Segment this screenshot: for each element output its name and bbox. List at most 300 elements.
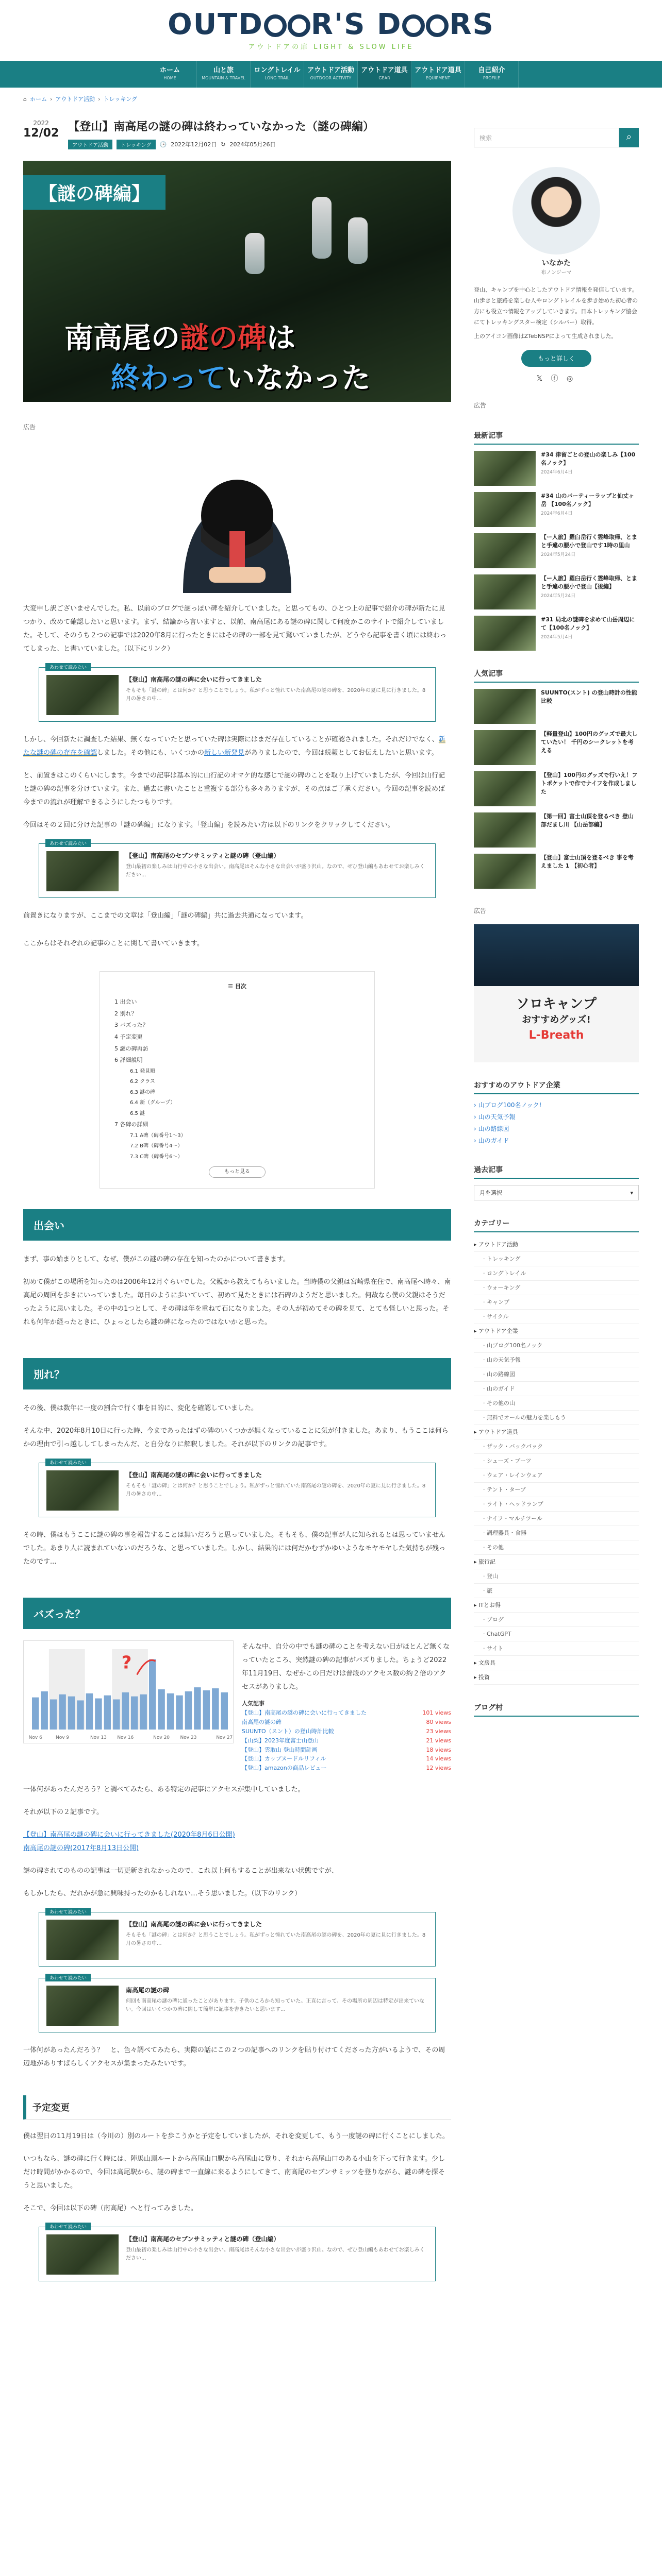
nav-item-label: アウトドア道具 (361, 66, 408, 74)
widget-title-ad2: 広告 (474, 907, 487, 915)
toc-item[interactable]: 5 謎の碑再訪 (114, 1045, 148, 1052)
preview-item[interactable] (242, 1755, 451, 1763)
category-item[interactable]: ▸ アウトドア活動 (474, 1238, 639, 1252)
related-card[interactable] (39, 1463, 436, 1517)
post-thumbnail (474, 451, 536, 486)
paragraph: いつもなら、謎の碑に行く時には、陣馬山頂ルートから高尾山口駅から高尾山に登り、それから高尾山口のある小山を下って行きます。少しだけ時間がかかるので、今回は高尾駅から、謎の碑まで一直線に来るようにしてきて、南高尾のセブンサミッツを登りながら、謎の碑を探そうと思いました。 (23, 2155, 445, 2190)
post-title: 【登山】南高尾の謎の碑は終わっていなかった（謎の碑編） (68, 121, 375, 133)
chart-bar (122, 1692, 129, 1730)
toc-title (114, 981, 360, 993)
ad-line-2: おすすめグッズ! (522, 1014, 591, 1026)
category-item[interactable]: · 旅 (474, 1584, 639, 1598)
paragraph: それが以下の２記事です。 (23, 1808, 103, 1817)
ad-image (474, 924, 639, 986)
nav-item-sub: PROFILE (483, 76, 501, 80)
paragraph: 一体何があったんだろう？ と、色々調べてみたら、実際の話にこの２つの記事へのリンクを貼り付けてくださった方がいるようで、その周辺地がありすばらしくアクセスが集まったみたいです。 (23, 2046, 445, 2068)
card-desc: そもそも「謎の碑」とは何か？と思うことでしょう。私がずっと憧れていた南高尾の謎の碑を、2020年の夏に見に行きました。8月の暑さの中... (126, 687, 426, 702)
category-item[interactable]: · トレッキング (474, 1252, 639, 1266)
category-item[interactable]: ▸ 投資 (474, 1670, 639, 1685)
category-item[interactable]: ▸ 旅行記 (474, 1555, 639, 1569)
stone-image (245, 233, 264, 274)
post-title[interactable]: 【ー人旅】羅臼岳行く霊峰取帰、とまと手違の腰小で登山【後編】 (541, 575, 637, 590)
post-thumbnail (474, 771, 536, 806)
preview-item-count: 101 views (422, 1709, 451, 1717)
widget-title-recent: 最新記事 (474, 430, 639, 445)
toc-title-text: 目次 (235, 982, 246, 990)
category-item[interactable]: · ウォーキング (474, 1281, 639, 1295)
nav-item-6[interactable] (465, 61, 519, 88)
paragraph: 一体何があったんだろう？と調べてみたら、ある特定の記事にアクセスが集中していました。 (23, 1786, 305, 1794)
chart-bar (68, 1697, 75, 1730)
paragraph: まず、事の始まりとして、なぜ、僕がこの謎の碑の存在を知ったのかについて書きます。 (23, 1256, 290, 1264)
hero-text: は (267, 321, 295, 355)
recent-posts (474, 451, 639, 651)
post-header (23, 120, 451, 149)
post-item[interactable] (474, 771, 639, 806)
ad-brand: L-Breath (528, 1029, 584, 1042)
post-item[interactable] (474, 689, 639, 724)
card-thumbnail (46, 851, 119, 891)
archive-select[interactable] (474, 1185, 639, 1200)
paragraph: もしかしたら、だれかが急に興味持ったのかもしれない…そう思いました。（以下のリンク） (23, 1890, 302, 1898)
category-item[interactable]: · キャンプ (474, 1295, 639, 1310)
post-date: 2024年6月4日 (541, 470, 573, 476)
text: しました。その他にも、いくつかの (97, 749, 205, 757)
chart-bar (221, 1692, 228, 1730)
tag-subcategory[interactable]: トレッキング (117, 140, 156, 149)
profile-widget (474, 167, 639, 383)
card-title[interactable]: 【登山】南高尾の謎の碑に会いに行ってきました (126, 1921, 262, 1928)
social-icons[interactable]: 𝕏 ⓕ ◎ (536, 375, 576, 383)
popular-widget-preview (242, 1699, 451, 1772)
post-thumbnail (474, 616, 536, 651)
preview-item-count: 21 views (426, 1737, 451, 1744)
card-thumbnail (46, 1986, 119, 2026)
paragraph: そんな中、自分の中でも謎の碑のことを考えない日がほとんど無くなっていたところ、突然謎の碑の記事がバズりました。ちょうど2022年11月19日、なぜかこの日だけは普段のアクセス数の約２倍のアクセスがありました。 (242, 1643, 450, 1691)
paragraph: 大変申し訳ございませんでした。私、以前のブログで謎っぽい碑を紹介していました。と思ってもの、ひとつ上の記事で紹介の碑が新たに見つかり、改めて確認したいと思います。まず、結論から言いますと、以前、南高尾にある謎の碑に関して何度かこのサイトで紹介していました。そして、そのうち２つの記事では2020年8月に行ったときにはその碑の一部を見て驚いていましたが、どうやら記事を書く頃には終わってしまった、と書いていました。（以下にリンク） (23, 604, 446, 653)
nav-item-label: 山と旅 (213, 66, 234, 74)
nav-item-4[interactable] (358, 61, 411, 88)
chart-bar (167, 1693, 174, 1730)
card-title[interactable]: 【登山】南高尾の謎の碑に会いに行ってきました (126, 1471, 262, 1479)
chart-tick-label: Nov 16 (117, 1735, 134, 1741)
paragraph: と、前置きはこのくらいにします。今までの記事は基本的に山行記のオマケ的な感じで謎の碑のことを取り上げていましたが、今回は山行記と謎の碑の記事を分けています。また、過去に書いたことと重複する部分も多々ありますが、その点はご了承ください。今回の記事を読めば今までの流れが理解できるようにしたつもりです。 (23, 771, 445, 806)
post-thumbnail (474, 492, 536, 527)
nav-item-0[interactable] (143, 61, 197, 88)
ad-line-1: ソロキャンプ (516, 996, 597, 1012)
post-title[interactable]: #31 局北の謎碑を求めて山岳周辺にて【100名ノック】 (541, 616, 635, 632)
outdoor-link[interactable]: › 山の天気予報 (474, 1113, 516, 1121)
toc-subitem[interactable]: 7.2 B碑（碑番号4～） (130, 1143, 183, 1149)
breadcrumb-home[interactable]: ホーム (29, 96, 47, 103)
profile-desc: 登山、キャンプを中心としたアウトドア情報を発信しています。山歩きと旅路を楽しむ人やロングトレイルを歩き始めた初心者の方にも役立つ情報をアップしていきます。日本トレッキング協会にてトレッキングスター検定（シルバー）取得。 (474, 286, 638, 326)
chart-svg (24, 1641, 234, 1744)
chart-bar (113, 1700, 120, 1730)
preview-item-title[interactable]: SUUNTO（スント）の登山時計比較 (242, 1727, 334, 1735)
archive-select-value: 月を選択 (479, 1189, 502, 1196)
preview-item-count: 80 views (426, 1719, 451, 1726)
category-item[interactable]: · 調理器具・食器 (474, 1526, 639, 1540)
post-item[interactable] (474, 616, 639, 651)
paragraph: そこで、今回は以下の碑（南高尾）へと行ってみました。 (23, 2205, 197, 2213)
avatar (512, 167, 600, 255)
chart-bar (194, 1687, 201, 1730)
post-title[interactable]: 【第一回】富士山頂を登るべき 登山部だまし川 【山岳部編】 (541, 813, 634, 828)
chart-bar (212, 1688, 219, 1730)
post-title[interactable]: 【軽量登山】100円のグッズで最大していたい！ 千円のシークレットを考える (541, 731, 638, 754)
preview-list (242, 1709, 451, 1772)
nav-item-5[interactable] (411, 61, 465, 88)
post-item[interactable] (474, 812, 639, 848)
section-heading: 別れ？ (23, 1358, 451, 1389)
chart-tick-label: Nov 27 (216, 1735, 233, 1741)
chevron-right-icon: › (98, 95, 101, 103)
chart-bar (149, 1659, 156, 1730)
chart-bar (32, 1698, 39, 1730)
breadcrumb-current[interactable]: トレッキング (103, 96, 138, 103)
category-item[interactable]: · その他 (474, 1540, 639, 1555)
inline-link[interactable]: 【登山】南高尾の謎の碑に会いに行ってきました(2020年8月6日公開) (23, 1831, 235, 1839)
paragraph: 謎の碑されてのものの記事は一切更新されなかったので、これ以上何もすることが出来ない状態ですが、 (23, 1867, 338, 1875)
search-input[interactable]: 検索 (474, 128, 619, 147)
card-caption: あわせて読みたい (45, 2223, 91, 2230)
ad-banner[interactable] (474, 924, 639, 1062)
category-item[interactable]: · ウェア・レインウェア (474, 1468, 639, 1483)
category-item[interactable]: · ザック・バックパック (474, 1439, 639, 1454)
post-thumbnail (474, 812, 536, 848)
global-nav (0, 61, 662, 88)
hero-text-accent: 終わって (111, 361, 226, 395)
chart-tick-label: Nov 20 (153, 1735, 170, 1741)
card-title[interactable]: 【登山】南高尾の謎の碑に会いに行ってきました (126, 675, 262, 683)
post-title[interactable]: #34 津留ごとの登山の楽しみ【100名ノック】 (541, 451, 636, 467)
post-thumbnail (474, 574, 536, 609)
category-item[interactable]: ▸ ITとお得 (474, 1598, 639, 1613)
nav-item-sub: EQUIPMENT (425, 76, 451, 80)
hero-ribbon: 【謎の碑編】 (23, 175, 166, 210)
section-heading: バズった？ (23, 1598, 451, 1629)
category-item[interactable]: · シューズ・ブーツ (474, 1454, 639, 1468)
preview-item-title[interactable]: 【登山】南高尾の謎の碑に会いに行ってきました (242, 1709, 367, 1717)
nav-item-label: 自己紹介 (478, 66, 505, 74)
toc-list (114, 996, 360, 1162)
highlight-link[interactable]: 新たな謎の碑の存在を確認 (23, 735, 445, 757)
toc-item[interactable]: 4 予定変更 (114, 1033, 143, 1040)
paragraph: 初めて僕がこの場所を知ったのは2006年12月ぐらいでした。父親から教えてもらいました。当時僕の父親は宮崎県在住で、南高尾へ時々、南高尾の周回を歩きにいっていました。毎日のように歩いていて、初めて見たときには石碑のようだと思いました。何故なら僕の父親はそうだったように思いました。その中の1つとして、その碑は年を重ねて石になりました。その人が初めてその碑を見て、とても怪しいと思った。それも何年か経ったときに、ひょっとしたら謎の碑になったのではないかと思った。 (23, 1278, 451, 1327)
chart-bar (86, 1693, 93, 1730)
table-of-contents (100, 971, 375, 1189)
section-heading: 予定変更 (23, 2095, 451, 2120)
chevron-right-icon: › (49, 95, 53, 103)
category-item[interactable]: · サイト (474, 1641, 639, 1656)
profile-name: いなかた (542, 259, 571, 267)
category-item[interactable]: · サイクル (474, 1310, 639, 1324)
search-icon[interactable]: ⌕ (619, 128, 639, 147)
post-item[interactable] (474, 854, 639, 889)
card-desc: 登山最初の楽しみは山行中の小さな出会い。南高尾はそんな小さな出会いが盛り沢山。なので、ぜひ登山編もあわせてお楽しみください... (126, 2247, 425, 2262)
card-caption: あわせて読みたい (45, 1974, 91, 1981)
chart-bar (131, 1697, 138, 1730)
category-item[interactable]: · 山の天気予報 (474, 1353, 639, 1367)
breadcrumb-category[interactable]: アウトドア活動 (55, 96, 95, 103)
site-header (0, 0, 662, 61)
post-date: 2024年5月24日 (541, 552, 576, 558)
widget-title-ad: 広告 (474, 402, 487, 410)
preview-item-title[interactable]: 南高尾の謎の碑 (242, 1719, 282, 1726)
post-month-day: 12/02 (23, 127, 59, 140)
chart-bar (50, 1700, 57, 1730)
home-icon: ⌂ (23, 95, 27, 103)
text: がありましたので、今回は続報としてお伝えしたいと思います。 (244, 749, 438, 757)
stone-image (312, 197, 332, 259)
toc-subitem[interactable]: 6.4 新（グループ） (130, 1100, 176, 1106)
chart-bar (95, 1699, 102, 1730)
preview-item[interactable] (242, 1737, 451, 1745)
preview-item-count: 14 views (426, 1755, 451, 1762)
card-thumbnail (46, 1920, 119, 1960)
nav-item-sub: LONG TRAIL (264, 76, 290, 80)
preview-item[interactable] (242, 1719, 451, 1726)
paragraph: そんな中、2020年8月10日に行った時、今まであったはずの碑のいくつかが無くなっていることに気が付きました。あまり、もうここは何らかの理由で引っ越ししてしまったんだ、と自分なりに解釈しました。それが以下のリンクの記事です。 (23, 1427, 449, 1449)
category-item[interactable]: · 登山 (474, 1569, 639, 1584)
nav-item-label: ロングトレイル (254, 66, 301, 74)
preview-item[interactable] (242, 1747, 451, 1754)
nav-item-sub: GEAR (378, 76, 390, 80)
category-item[interactable]: · 山のガイド (474, 1382, 639, 1396)
nav-item-3[interactable] (304, 61, 358, 88)
hero-line-2 (111, 355, 370, 397)
card-title[interactable]: 【登山】南高尾のセブンサミッティと謎の碑（登山編） (126, 2235, 280, 2243)
profile-role: 布ノンジーマ (541, 270, 572, 276)
category-item[interactable]: · その他の山 (474, 1396, 639, 1411)
category-item[interactable]: ▸ アウトドア道具 (474, 1425, 639, 1439)
post-item[interactable] (474, 492, 639, 527)
tag-category[interactable]: アウトドア活動 (68, 140, 112, 149)
preview-item-title[interactable]: 【登山】雲取山 登山時間計画 (242, 1746, 318, 1753)
preview-item-count: 23 views (426, 1727, 451, 1735)
main-content (23, 110, 451, 2293)
category-item[interactable]: · ChatGPT (474, 1627, 639, 1641)
chart-block (23, 1640, 451, 1774)
category-item[interactable]: · ブログ (474, 1613, 639, 1627)
chart-tick-label: Nov 13 (90, 1735, 107, 1741)
paragraph (23, 733, 451, 760)
nav-item-sub: HOME (163, 76, 176, 80)
preview-item-count: 18 views (426, 1746, 451, 1753)
paragraph (23, 1828, 451, 1855)
widget-title-category: カテゴリー (474, 1218, 639, 1232)
nav-item-label: アウトドア活動 (307, 66, 354, 74)
card-title[interactable]: 南高尾の謎の碑 (126, 1987, 170, 1994)
card-thumbnail (46, 2234, 119, 2275)
related-card[interactable] (39, 667, 436, 722)
post-date: 2024年5月24日 (541, 594, 576, 599)
widget-title-outdoor: おすすめのアウトドア企業 (474, 1080, 639, 1094)
toc-item[interactable]: 6 詳細説明 (114, 1057, 143, 1064)
paragraph: その時、僕はもうここに謎の碑の事を報告することは無いだろうと思っていました。そもそも、僕の記事が人に知られるとは思っていませんでした。あまり人に読まれていないのだろうな、と思っていました。しかし、結果的には何だかむずかゆいようなモヤモヤした気持ちが残ったのです... (23, 1531, 446, 1566)
hero-text: いなかった (226, 361, 371, 395)
post-date: 2024年6月4日 (541, 511, 573, 517)
hero-image (23, 161, 451, 402)
chart-tick-label: Nov 9 (56, 1735, 70, 1741)
post-item[interactable] (474, 730, 639, 765)
sidebar (474, 110, 639, 2293)
widget-title-blog: ブログ村 (474, 1702, 639, 1717)
date-published: 2022年12月02日 (171, 141, 217, 148)
site-logo-sub: アウトドアの扉 LIGHT & SLOW LIFE (248, 43, 414, 51)
preview-item[interactable] (242, 1765, 451, 1772)
card-title[interactable]: 【登山】南高尾のセブンサミッティと謎の碑（登山編） (126, 852, 280, 859)
post-meta (68, 140, 374, 149)
card-caption: あわせて読みたい (45, 839, 91, 847)
clock-icon: 🕒 (159, 141, 167, 148)
toc-subitem[interactable]: 6.1 発見順 (130, 1068, 156, 1074)
toc-subitem[interactable]: 6.3 謎の碑 (130, 1089, 156, 1095)
chart-annotation: ? (121, 1652, 132, 1673)
card-caption: あわせて読みたい (45, 1459, 91, 1466)
toc-item[interactable]: 7 各碑の詳細 (114, 1121, 148, 1128)
related-card[interactable] (39, 1978, 436, 2032)
outdoor-link[interactable]: › 山のガイド (474, 1137, 509, 1144)
toc-subitem[interactable]: 7.3 C碑（碑番号6～） (130, 1154, 183, 1160)
text: しかし、今回新たに調査した結果、無くなっていたと思っていた碑は実際にはまだ存在していることが確認されました。それだけでなく、 (23, 735, 439, 743)
preview-title: 人気記事 (242, 1700, 264, 1707)
post-title[interactable]: 【登山】100円のグッズで行いえ！フトポケットで作でナイフを作成しました (541, 772, 638, 795)
access-chart (23, 1640, 234, 1743)
category-item[interactable]: · ロングトレイル (474, 1266, 639, 1281)
paragraph: 前置きになりますが、ここまでの文章は「登山編」「謎の碑編」共に過去共通になっています。 (23, 911, 308, 920)
hero-text-accent: 謎の碑 (180, 321, 267, 355)
card-desc: そもそも「謎の碑」とは何か？と思うことでしょう。私がずっと憧れていた南高尾の謎の碑を、2020年の夏に見に行きました。8月の暑さの中... (126, 1933, 426, 1947)
outdoor-link[interactable]: › 山ブログ100名ノック! (474, 1101, 542, 1109)
toc-more-button[interactable]: もっと見る (209, 1166, 266, 1178)
inline-link[interactable]: 新しい新発見 (204, 749, 245, 757)
list-icon: ☰ (228, 982, 235, 990)
toc-subitem[interactable]: 6.2 クラス (130, 1079, 155, 1085)
paragraph: 今回はその２回に分けた記事の「謎の碑編」になります。「登山編」を読みたい方は以下のリンクをクリックしてください。 (23, 821, 394, 829)
card-desc: 何回も南高尾の謎の碑に通ったことがあります。子供のころから知っていた。正直に言って、その場所の周辺は特定が出来ていない。今回はいくつかの碑に関して簡単に記事を書きたいと思います... (126, 1998, 424, 2013)
post-year: 2022 (33, 120, 49, 127)
inline-link[interactable]: 南高尾の謎の碑(2017年8月13日公開) (23, 1844, 139, 1853)
toc-subitem[interactable]: 6.5 謎 (130, 1110, 145, 1116)
chart-tick-label: Nov 23 (180, 1735, 197, 1741)
chart-bar (41, 1691, 47, 1730)
search-form (474, 128, 639, 147)
category-item[interactable]: · ナイフ・マルチツール (474, 1512, 639, 1526)
hero-text: 南高尾の (64, 321, 180, 355)
breadcrumb (23, 88, 639, 110)
ad-label: 広告 (23, 423, 36, 431)
toc-item[interactable]: 1 出会い (114, 998, 137, 1006)
chart-bar (77, 1701, 84, 1730)
card-caption: あわせて読みたい (45, 1908, 91, 1916)
nav-item-sub: MOUNTAIN & TRAVEL (202, 76, 245, 80)
popular-posts (474, 689, 639, 889)
post-thumbnail (474, 854, 536, 889)
post-date (23, 120, 59, 149)
post-title[interactable]: 【登山】富士山頂を登るべき 事を考えました 1 【初心者】 (541, 854, 634, 870)
post-item[interactable] (474, 533, 639, 568)
site-logo[interactable]: OUTD R'S D RS (168, 7, 494, 41)
chart-bar (185, 1691, 192, 1730)
preview-item[interactable] (242, 1728, 451, 1736)
related-card[interactable] (39, 2227, 436, 2281)
chart-tick-label: Nov 6 (28, 1735, 42, 1741)
card-desc: そもそも「謎の碑」とは何か？と思うことでしょう。私がずっと憧れていた南高尾の謎の碑を、2020年の夏に見に行きました。8月の暑さの中... (126, 1483, 426, 1498)
widget-title-popular: 人気記事 (474, 668, 639, 683)
category-item[interactable]: · テント・タープ (474, 1483, 639, 1497)
post-title[interactable]: #34 山のパーティーラップと仙丈ヶ岳 【100名ノック】 (541, 493, 635, 508)
preview-item-title[interactable]: 【登山】amazonの商品レビュー (242, 1765, 327, 1772)
card-desc: 登山最初の楽しみは山行中の小さな出会い。南高尾はそんな小さな出会いが盛り沢山。なので、ぜひ登山編もあわせてお楽しみください... (126, 863, 425, 878)
category-item[interactable]: · 無料でオールの魅力を楽しもう (474, 1411, 639, 1425)
nav-item-label: アウトドア道具 (415, 66, 461, 74)
post-item[interactable] (474, 574, 639, 609)
chart-bar (203, 1690, 210, 1730)
toc-subitem[interactable]: 7.1 A碑（碑番号1～3） (130, 1132, 186, 1139)
nav-item-2[interactable] (251, 61, 304, 88)
category-list (474, 1238, 639, 1685)
preview-item[interactable] (242, 1709, 451, 1717)
card-caption: あわせて読みたい (45, 663, 91, 671)
chevron-down-icon: ▾ (630, 1189, 633, 1196)
preview-item-count: 12 views (426, 1765, 451, 1772)
category-item[interactable]: ▸ アウトドア企業 (474, 1324, 639, 1338)
nav-item-label: ホーム (159, 66, 180, 74)
hero-line-1 (64, 315, 295, 357)
post-date: 2024年5月4日 (541, 635, 573, 640)
nav-item-sub: OUTDOOR ACTIVITY (310, 76, 352, 80)
paragraph: ここからはそれぞれの記事のことに関して書いていきます。 (23, 939, 204, 947)
profile-desc-2: 上のアイコン画像はZTebNSPによって生成されました。 (474, 332, 617, 340)
post-title[interactable]: 【ー人旅】羅臼岳行く霊峰取帰、とまと手違の腰小で登山です1時の里山 (541, 534, 637, 549)
related-card[interactable] (39, 1912, 436, 1967)
post-thumbnail (474, 689, 536, 724)
preview-item-title[interactable]: 【登山】カップヌードルリフィル (242, 1755, 326, 1762)
profile-more-button[interactable]: もっと詳しく (521, 350, 591, 367)
category-item[interactable]: ▸ 文房具 (474, 1656, 639, 1670)
post-thumbnail (474, 533, 536, 568)
related-card[interactable] (39, 843, 436, 898)
chart-bar (140, 1694, 146, 1730)
chart-bar (176, 1696, 183, 1730)
chart-bar (158, 1689, 164, 1730)
refresh-icon: ↻ (221, 141, 226, 148)
preview-item-title[interactable]: 【山梨】2023年度富士山登山 (242, 1737, 319, 1744)
card-thumbnail (46, 675, 119, 715)
section-heading: 出会い (23, 1209, 451, 1241)
paragraph: その後、僕は数年に一度の割合で行く事を目的に、変化を確認していました。 (23, 1404, 258, 1413)
outdoor-links (474, 1099, 639, 1146)
post-title[interactable]: SUUNTO(スント) の登山時計の性能比較 (541, 689, 637, 705)
stone-image (348, 217, 368, 264)
category-item[interactable]: · 山の路線図 (474, 1367, 639, 1382)
toc-item[interactable]: 3 バズった？ (114, 1022, 148, 1029)
widget-title-archive: 過去記事 (474, 1164, 639, 1179)
chart-bar (104, 1696, 111, 1730)
bowing-person-illustration (152, 438, 322, 593)
category-item[interactable]: · 山ブログ100名ノック (474, 1338, 639, 1353)
chart-bar (59, 1694, 65, 1730)
nav-item-1[interactable] (197, 61, 251, 88)
toc-item[interactable]: 2 別れ？ (114, 1010, 137, 1017)
card-thumbnail (46, 1470, 119, 1511)
post-item[interactable] (474, 451, 639, 486)
date-updated: 2024年05月26日 (229, 141, 276, 148)
category-item[interactable]: · ライト・ヘッドランプ (474, 1497, 639, 1512)
outdoor-link[interactable]: › 山の路線図 (474, 1125, 509, 1133)
post-thumbnail (474, 730, 536, 765)
